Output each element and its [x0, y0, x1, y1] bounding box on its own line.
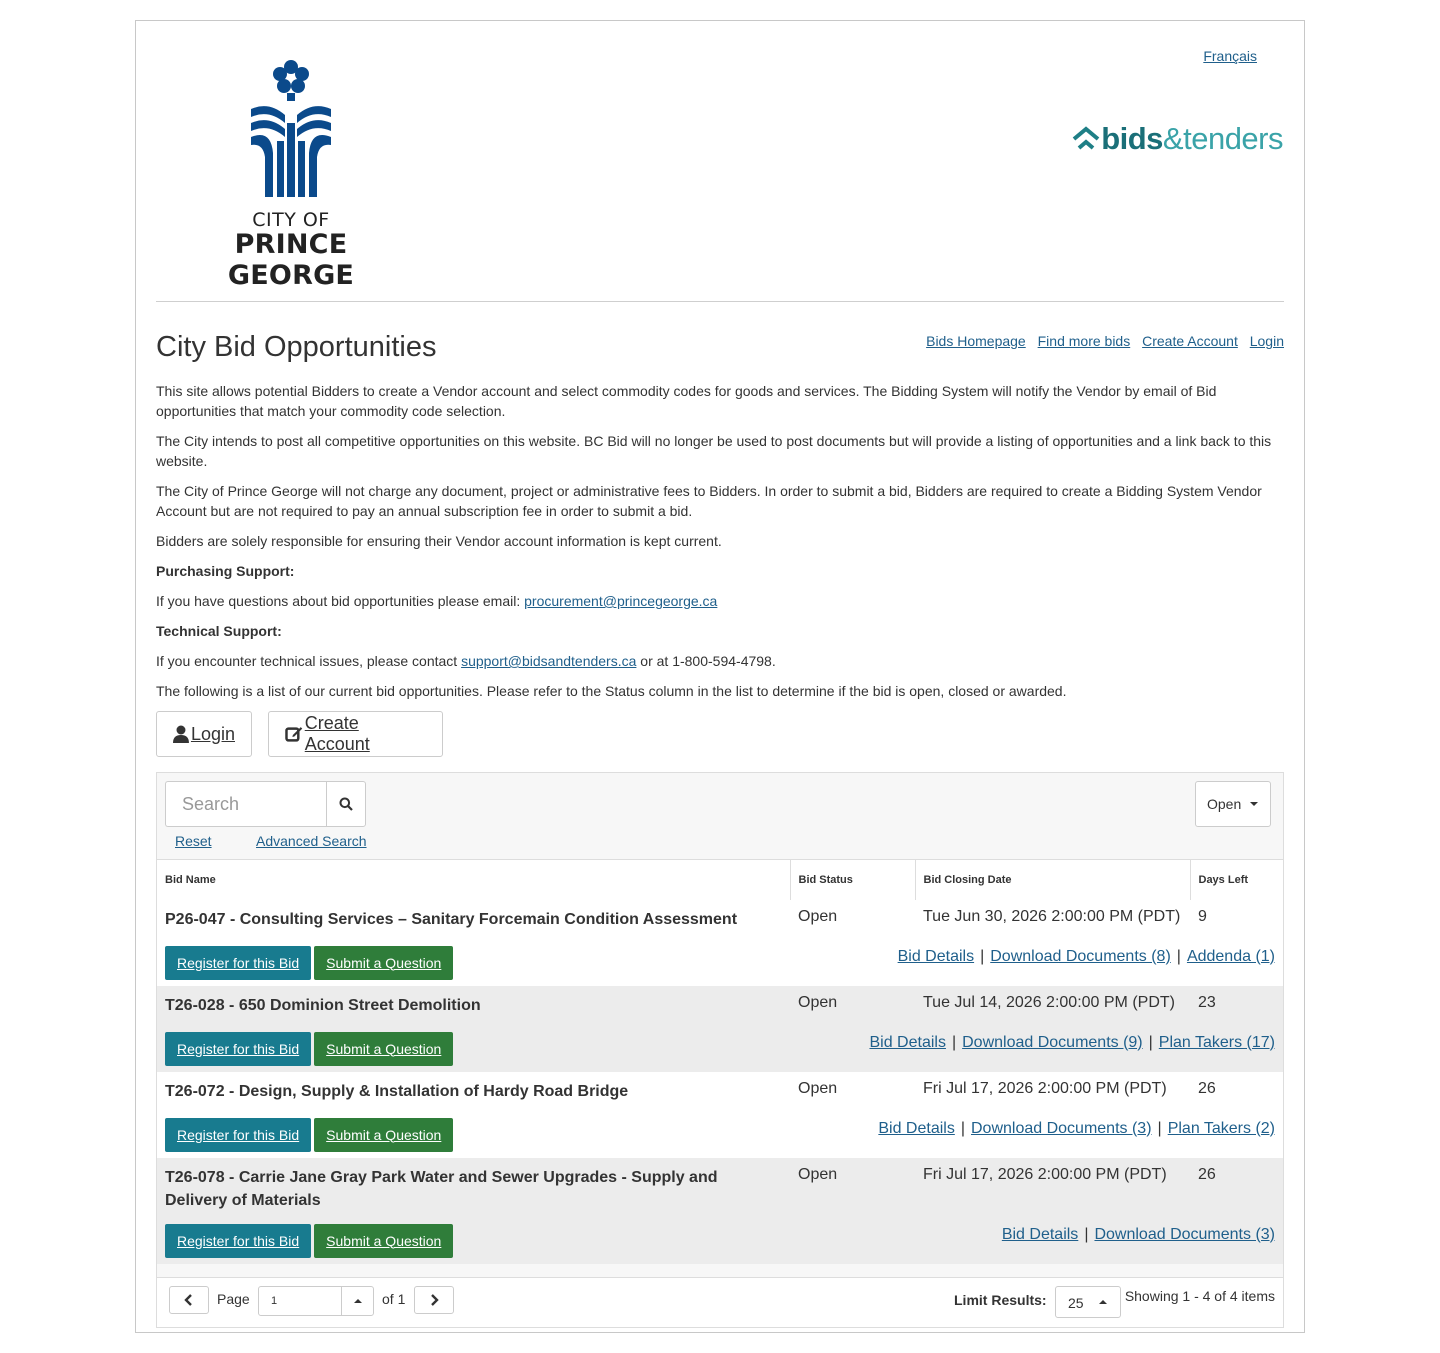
download-documents-link[interactable]: Download Documents (9) [962, 1033, 1143, 1051]
bt-logo-light: &tenders [1162, 121, 1283, 156]
submit-question-button[interactable]: Submit a Question [314, 1032, 453, 1066]
bid-listing-panel [156, 772, 1284, 1328]
submit-question-button[interactable]: Submit a Question [314, 1224, 453, 1258]
logo-line-prince-george: PRINCE GEORGE [227, 229, 355, 291]
download-documents-link[interactable]: Download Documents (3) [971, 1119, 1152, 1137]
bid-status: Open [798, 907, 838, 925]
bid-name: T26-072 - Design, Supply & Installation of Hardy Road Bridge [165, 1082, 629, 1100]
list-intro-text: The following is a list of our current bid opportunities. Please refer to the Status column in the list to determine if the bid is open, closed or awarded. [156, 683, 1067, 699]
register-bid-button[interactable]: Register for this Bid [165, 1118, 311, 1152]
bids-homepage-link[interactable]: Bids Homepage [926, 333, 1026, 349]
create-account-button[interactable] [268, 711, 443, 757]
find-more-bids-link[interactable]: Find more bids [1037, 333, 1131, 349]
logo-line-city-of: CITY OF [252, 209, 330, 231]
search-input[interactable]: Search [165, 781, 326, 827]
bid-days-left: 26 [1198, 1165, 1216, 1183]
create-account-button-label: Create Account [304, 713, 370, 754]
page-number-input[interactable] [258, 1286, 374, 1316]
submit-question-button[interactable]: Submit a Question [314, 1118, 453, 1152]
login-button[interactable] [156, 711, 252, 757]
caret-up-icon [1099, 1300, 1107, 1304]
page-spinner-up[interactable] [341, 1287, 373, 1315]
bid-details-link[interactable]: Bid Details [869, 1033, 946, 1051]
table-row [157, 900, 1283, 946]
procurement-email-link[interactable]: procurement@princegeorge.ca [524, 593, 718, 609]
main-content [156, 321, 1284, 757]
bid-status: Open [798, 1165, 838, 1183]
submit-question-button[interactable]: Submit a Question [314, 946, 453, 980]
prev-page-button[interactable] [169, 1286, 209, 1314]
plan-takers-link[interactable]: Plan Takers (17) [1158, 1033, 1275, 1051]
table-header-row [157, 860, 1283, 900]
bid-name: P26-047 - Consulting Services – Sanitary Forcemain Condition Assessment [165, 910, 738, 928]
bid-links: Bid Details | Download Documents (8) | Addenda (1) [897, 947, 1275, 965]
status-filter-value: Open [1207, 796, 1242, 812]
technical-support-text: If you encounter technical issues, please contact support@bidsandtenders.ca or at 1-800-594-4798. [156, 653, 776, 669]
table-row [157, 1072, 1283, 1118]
chevron-right-icon [429, 1294, 439, 1306]
bids-and-tenders-logo [1071, 121, 1283, 157]
bid-status: Open [798, 993, 838, 1011]
advanced-search-link[interactable]: Advanced Search [256, 833, 367, 849]
next-page-button[interactable] [414, 1286, 454, 1314]
table-row-actions [157, 1224, 1283, 1264]
header-divider [156, 301, 1284, 302]
bid-days-left: 23 [1198, 993, 1216, 1011]
register-bid-button[interactable]: Register for this Bid [165, 946, 311, 980]
chevrons-up-icon [1071, 126, 1101, 152]
bid-closing-date: Fri Jul 17, 2026 2:00:00 PM (PDT) [923, 1079, 1167, 1097]
table-row [157, 986, 1283, 1032]
reset-link[interactable]: Reset [175, 833, 212, 849]
bid-links: Bid Details | Download Documents (3) [1001, 1225, 1275, 1243]
caret-down-icon [1250, 802, 1258, 806]
download-documents-link[interactable]: Download Documents (8) [990, 947, 1171, 965]
page-frame [135, 20, 1305, 1333]
support-email-link[interactable]: support@bidsandtenders.ca [461, 653, 637, 669]
status-filter-dropdown[interactable] [1195, 781, 1271, 827]
technical-support-heading: Technical Support: [156, 623, 282, 639]
bid-closing-date: Tue Jun 30, 2026 2:00:00 PM (PDT) [923, 907, 1181, 925]
bid-closing-date: Tue Jul 14, 2026 2:00:00 PM (PDT) [923, 993, 1175, 1011]
register-bid-button[interactable]: Register for this Bid [165, 1032, 311, 1066]
bid-links: Bid Details | Download Documents (9) | Plan Takers (17) [869, 1033, 1275, 1051]
search-button[interactable] [326, 781, 366, 827]
user-icon [173, 725, 189, 743]
edit-icon [285, 725, 303, 743]
bid-details-link[interactable]: Bid Details [897, 947, 975, 965]
showing-count: Showing 1 - 4 of 4 items [1124, 1288, 1275, 1304]
page-number-value: 1 [271, 1295, 278, 1307]
francais-link[interactable]: Français [1203, 48, 1257, 64]
bid-details-link[interactable]: Bid Details [878, 1119, 955, 1137]
intro-paragraph: The City intends to post all competitive opportunities on this website. BC Bid will no longer be used to post documents but will provide a listing of opportunities and a link back to this website. [156, 433, 1272, 469]
search-area [157, 773, 1283, 859]
column-header[interactable]: Bid Name [157, 860, 790, 900]
bid-status: Open [798, 1079, 838, 1097]
bid-closing-date: Fri Jul 17, 2026 2:00:00 PM (PDT) [923, 1165, 1167, 1183]
page-label: Page [217, 1291, 250, 1307]
site-header [136, 21, 1304, 303]
bid-name: T26-028 - 650 Dominion Street Demolition [165, 996, 481, 1014]
bids-table [157, 859, 1283, 1264]
bid-links: Bid Details | Download Documents (3) | Plan Takers (2) [878, 1119, 1275, 1137]
bid-days-left: 26 [1198, 1079, 1216, 1097]
limit-results-value: 25 [1068, 1295, 1084, 1311]
column-header[interactable]: Bid Status [790, 860, 915, 900]
search-icon [339, 797, 353, 811]
bid-days-left: 9 [1198, 907, 1207, 925]
page-title: City Bid Opportunities [156, 331, 437, 363]
bid-name: T26-078 - Carrie Jane Gray Park Water and Sewer Upgrades - Supply and Delivery of Materials [165, 1168, 718, 1209]
table-row-actions [157, 946, 1283, 986]
intro-paragraph: This site allows potential Bidders to create a Vendor account and select commodity codes for goods and services. The Bidding System will notify the Vendor by email of Bid opportunities that match your commodity code selection. [156, 383, 1217, 419]
page-of-label: of 1 [382, 1291, 406, 1307]
register-bid-button[interactable]: Register for this Bid [165, 1224, 311, 1258]
login-button-label: Login [190, 723, 235, 744]
bid-details-link[interactable]: Bid Details [1001, 1225, 1079, 1243]
city-emblem-icon [249, 57, 333, 197]
column-header[interactable]: Bid Closing Date [915, 860, 1190, 900]
purchasing-support-heading: Purchasing Support: [156, 563, 295, 579]
pagination-bar [157, 1277, 1283, 1327]
create-account-link[interactable]: Create Account [1142, 333, 1238, 349]
intro-paragraph: The City of Prince George will not charge any document, project or administrative fees to Bidders. In order to submit a bid, Bidders are required to create a Bidding System Vendor Account but are not required to pay an annual subscription fee in order to submit a bid. [156, 483, 1262, 519]
city-logo [176, 57, 406, 291]
plan-takers-link[interactable]: Plan Takers (2) [1167, 1119, 1275, 1137]
login-link[interactable]: Login [1249, 333, 1284, 349]
table-row-actions [157, 1118, 1283, 1158]
limit-results-label: Limit Results: [954, 1292, 1047, 1308]
table-row-actions [157, 1032, 1283, 1072]
addenda-link[interactable]: Addenda (1) [1186, 947, 1275, 965]
intro-paragraph: Bidders are solely responsible for ensuring their Vendor account information is kept current. [156, 533, 722, 549]
top-nav-links [918, 333, 1284, 349]
table-row [157, 1158, 1283, 1224]
purchasing-support-text: If you have questions about bid opportunities please email: procurement@princegeorge.ca [156, 593, 718, 609]
bt-logo-bold: bids [1101, 121, 1163, 156]
download-documents-link[interactable]: Download Documents (3) [1094, 1225, 1275, 1243]
caret-up-icon [354, 1299, 362, 1303]
column-header[interactable]: Days Left [1190, 860, 1283, 900]
intro-text [156, 381, 1284, 701]
chevron-left-icon [184, 1294, 194, 1306]
limit-results-input[interactable] [1055, 1286, 1121, 1318]
